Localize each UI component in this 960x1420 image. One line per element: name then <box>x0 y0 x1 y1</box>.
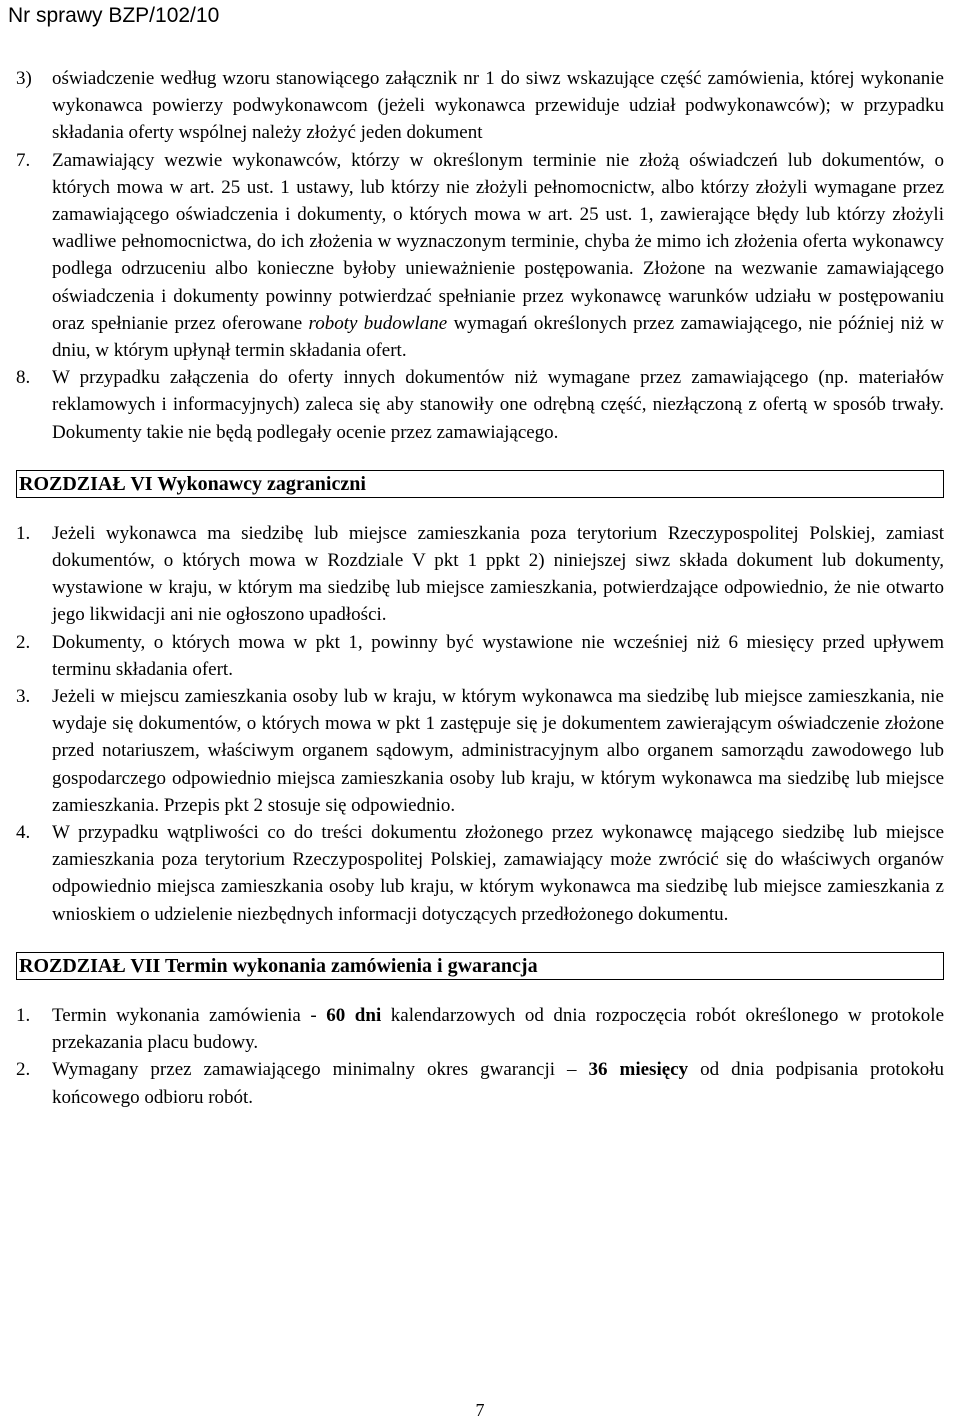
list-item-vii-1 <box>16 1002 944 1056</box>
list-item-vii-2 <box>16 1056 944 1110</box>
list-item-text: Wymagany przez zamawiającego minimalny okres gwarancji – <box>52 1059 589 1081</box>
page-number: 7 <box>475 1400 485 1420</box>
list-item-number: 7. <box>16 149 31 171</box>
completion-term-value: 60 dni <box>326 1004 382 1026</box>
list-item-text-continued: kalendarzowych od dnia rozpoczęcia robót określonego w protokole przekazania placu budowy. <box>52 1004 945 1054</box>
list-item-number: 3) <box>16 68 32 89</box>
section-heading-vii <box>16 952 944 980</box>
list-item-text: W przypadku wątpliwości co do treści dokumentu złożonego przez wykonawcę mającego siedzibę lub miejsce zamieszkania poza terytorium Rzeczypospolitej Polskiej, zamawiający może zwrócić się do właściwych organów odpowiednio miejsca zamieszkania osoby lub kraju, w którym wykonawca ma siedzibę lub miejsce zamieszkania z wnioskiem o udzielenie niezbędnych informacji dotyczących przedłożonego dokumentu. <box>52 822 944 925</box>
list-item-number: 2. <box>16 1059 31 1081</box>
list-item-text: W przypadku załączenia do oferty innych dokumentów niż wymagane przez zamawiającego (np. materiałów reklamowych i informacyjnych) zaleca się aby stanowiły one odrębną część, niezłączoną z ofertą w sposób trwały. Dokumenty takie nie będą podlegały ocenie przez zamawiającego. <box>52 367 944 443</box>
list-item-number: 3. <box>16 686 31 708</box>
warranty-period-value: 36 miesięcy <box>588 1059 689 1081</box>
section-heading-text: ROZDZIAŁ VII Termin wykonania zamówienia i gwarancja <box>19 954 538 977</box>
list-item-text: Jeżeli w miejscu zamieszkania osoby lub w kraju, w którym wykonawca ma siedzibę lub miejsce zamieszkania, nie wydaje się dokumentów, o których mowa w pkt 1 zastępuje się je dokumentem zawierającym oświadczenie złożone przed notariuszem, właściwym organem sądowym, administracyjnym albo organem samorządu zawodowego lub gospodarczego odpowiednio miejsca zamieszkania osoby lub kraju, w którym wykonawca ma siedzibę lub miejsce zamieszkania. Przepis pkt 2 stosuje się odpowiednio. <box>52 686 944 816</box>
list-item-number: 1. <box>16 522 31 544</box>
section-heading-text: ROZDZIAŁ VI Wykonawcy zagraniczni <box>19 472 366 495</box>
list-item-vi-4 <box>16 819 944 928</box>
list-item-text: oświadczenie według wzoru stanowiącego załącznik nr 1 do siwz wskazujące część zamówienia, której wykonanie wykonawca powierzy podwykonawcom (jeżeli wykonawca przewiduje udział podwykonawców); w przypadku składania oferty wspólnej należy złożyć jeden dokument <box>52 68 944 144</box>
list-item-number: 2. <box>16 631 31 653</box>
list-item-number: 4. <box>16 822 31 844</box>
list-item-text: Zamawiający wezwie wykonawców, którzy w określonym terminie nie złożą oświadczeń lub dokumentów, o których mowa w art. 25 ust. 1 ustawy, lub którzy nie złożyli pełnomocnictw, albo którzy złożyli wymagane przez zamawiającego oświadczenia i dokumenty, o których mowa w art. 25 ust. 1, zawierające błędy lub którzy złożyli wadliwe pełnomocnictwa, do ich złożenia w wyznaczonym terminie, chyba że mimo ich złożenia oferta wykonawcy podlega odrzuceniu albo konieczne byłoby unieważnienie postępowania. Złożone na wezwanie zamawiającego oświadczenia i dokumenty powinny potwierdzać spełnianie przez wykonawcę warunków udziału w postępowaniu oraz spełnianie przez oferowane <box>52 149 944 334</box>
list-item-vi-2 <box>16 629 944 683</box>
case-number-header: Nr sprawy BZP/102/10 <box>8 4 220 27</box>
list-item-vi-3 <box>16 683 944 819</box>
list-item-text: Jeżeli wykonawca ma siedzibę lub miejsce zamieszkania poza terytorium Rzeczypospolitej Polskiej, zamiast dokumentów, o których mowa w Rozdziale V pkt 1 ppkt 2) niniejszej siwz składa dokument lub dokumenty, wystawione w kraju, w którym ma siedzibę lub miejsce zamieszkania, potwierdzające odpowiednio, że nie otwarto jego likwidacji ani nie ogłoszono upadłości. <box>52 522 944 626</box>
list-item-text: Dokumenty, o których mowa w pkt 1, powinny być wystawione nie wcześniej niż 6 miesięcy przed upływem terminu składania ofert. <box>52 631 944 680</box>
document-body <box>16 65 944 1111</box>
list-item-number: 8. <box>16 367 31 389</box>
list-item-text-continued: od dnia podpisania protokołu końcowego odbioru robót. <box>52 1059 944 1108</box>
list-item-7 <box>16 147 944 365</box>
list-item-text: Termin wykonania zamówienia - <box>52 1004 327 1026</box>
italic-term: roboty budowlane <box>308 312 448 334</box>
list-item-number: 1. <box>16 1004 31 1026</box>
list-item-requirement-3 <box>16 65 944 147</box>
list-item-text-continued: wymagań określonych przez zamawiającego, nie później niż w dniu, w którym upłynął termin składania ofert. <box>52 312 944 362</box>
section-heading-vi <box>16 470 944 498</box>
list-item-vi-1 <box>16 520 944 629</box>
list-item-8 <box>16 364 944 446</box>
